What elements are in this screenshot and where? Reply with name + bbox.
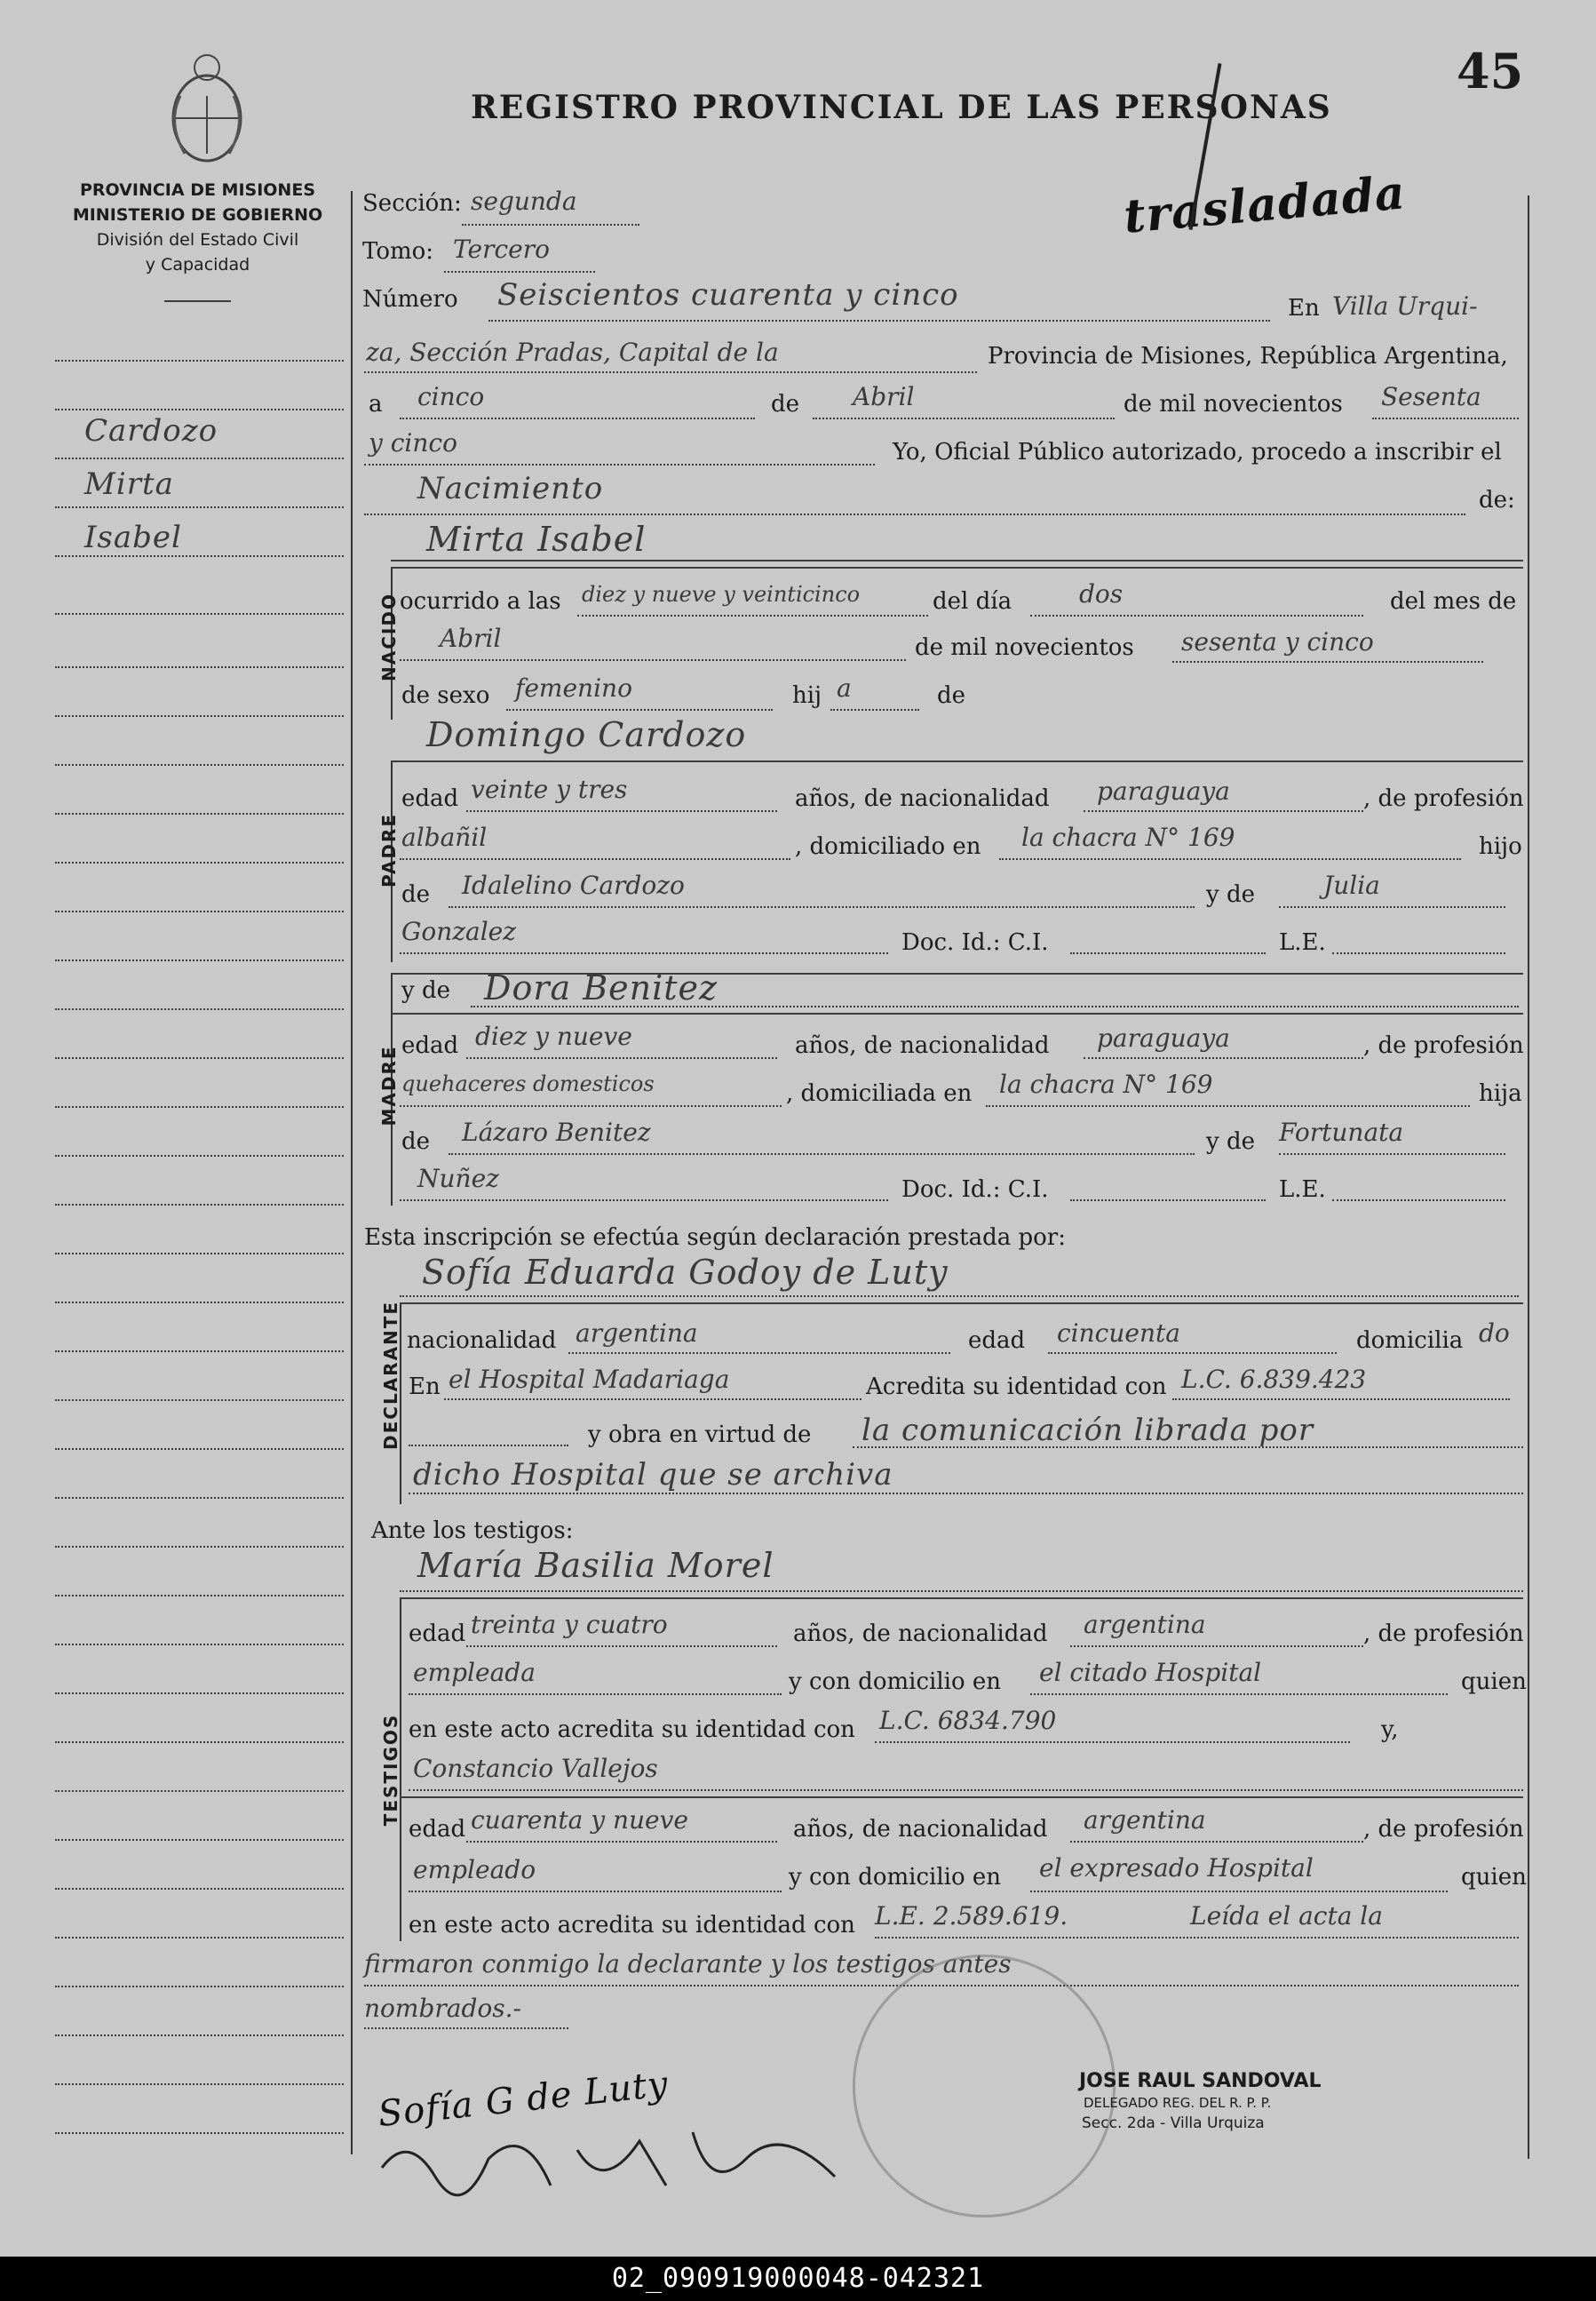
label-t1-quien: quien [1461, 1668, 1527, 1695]
label-madre-le: L.E. [1279, 1176, 1326, 1203]
footer-bar [0, 2257, 1596, 2301]
field-hora: diez y nueve y veinticinco [582, 582, 861, 607]
field-tomo: Tercero [453, 235, 550, 264]
label-padre-le: L.E. [1279, 929, 1326, 956]
field-seccion: segunda [471, 187, 577, 216]
label-domicilia: domicilia [1356, 1327, 1464, 1354]
label-del-mes: del mes de [1390, 588, 1517, 615]
field-acto: Nacimiento [417, 471, 604, 506]
label-decl-en: En [409, 1373, 441, 1400]
field-obra-1: la comunicación librada por [862, 1413, 1314, 1448]
field-madre: Dora Benitez [484, 968, 719, 1007]
label-a: a [369, 391, 383, 418]
field-t2-edad: cuarenta y nueve [471, 1805, 688, 1835]
ministry-name: MINISTERIO DE GOBIERNO [72, 205, 323, 225]
label-t2-acredita: en este acto acredita su identidad con [409, 1912, 855, 1939]
margin-given-name-1: Mirta [84, 466, 174, 502]
margin-given-name-2: Isabel [84, 520, 182, 555]
declarant-signature: Sofía G de Luty [376, 2063, 671, 2136]
divider [164, 300, 231, 302]
field-padre-edad: veinte y tres [471, 775, 628, 804]
label-de-colon: de: [1479, 487, 1515, 514]
label-decl-nac: nacionalidad [407, 1327, 557, 1354]
document-id: 02_090919000048-042321 [611, 2263, 985, 2294]
label-t2-quien: quien [1461, 1864, 1527, 1891]
label-padre-doc: Doc. Id.: C.I. [901, 929, 1049, 956]
field-madre-dom: la chacra N° 169 [999, 1070, 1213, 1099]
label-domiciliada: , domiciliada en [786, 1080, 973, 1107]
field-declarante: Sofía Eduarda Godoy de Luty [422, 1253, 949, 1292]
side-label-declarante: DECLARANTE [380, 1300, 401, 1450]
field-t1-nac: argentina [1084, 1610, 1206, 1639]
official-role: DELEGADO REG. DEL R. P. P. [1084, 2095, 1272, 2111]
label-ante-testigos: Ante los testigos: [371, 1517, 574, 1544]
field-decl-nac: argentina [576, 1318, 698, 1348]
label-y-obra: y obra en virtud de [588, 1421, 812, 1448]
field-decl-id: L.C. 6.839.423 [1181, 1365, 1367, 1394]
side-label-padre: PADRE [378, 813, 400, 888]
label-hijo: hijo [1479, 833, 1522, 860]
label-de-abuelo-m: de [401, 1128, 431, 1155]
field-cierre-1: Leída el acta la [1190, 1901, 1383, 1931]
field-decl-dom-1: do [1479, 1318, 1510, 1348]
label-seccion: Sección: [362, 190, 462, 217]
label-t2-prof: , de profesión [1363, 1816, 1524, 1843]
label-y-de-abuela: y de [1206, 881, 1255, 908]
label-t1-acredita: en este acto acredita su identidad con [409, 1716, 855, 1743]
label-provincia: Provincia de Misiones, República Argentina, [988, 343, 1508, 370]
field-t2-dom: el expresado Hospital [1039, 1853, 1314, 1883]
label-numero: Número [362, 286, 458, 313]
label-esta-inscripcion: Esta inscripción se efectúa según declaración prestada por: [364, 1224, 1066, 1251]
label-padre-prof: , de profesión [1363, 785, 1524, 812]
label-de-mil-nac: de mil novecientos [915, 634, 1134, 661]
division-line-2: y Capacidad [145, 255, 250, 275]
field-anio-1: Sesenta [1381, 382, 1481, 411]
label-padre-nac: años, de nacionalidad [795, 785, 1050, 812]
field-t2-nac: argentina [1084, 1805, 1206, 1835]
frame-line-right [1528, 195, 1529, 2159]
label-t2-dom: y con domicilio en [789, 1864, 1002, 1891]
field-dia: cinco [417, 382, 485, 411]
field-padre-dom: la chacra N° 169 [1021, 823, 1235, 852]
field-padre: Domingo Cardozo [426, 715, 747, 754]
label-hij: hij [792, 682, 822, 709]
division-line-1: División del Estado Civil [96, 230, 299, 250]
field-anio-2: y cinco [369, 428, 457, 458]
side-label-madre: MADRE [378, 1045, 400, 1127]
field-madre-padre: Lázaro Benitez [462, 1118, 651, 1147]
label-madre-prof: , de profesión [1363, 1032, 1524, 1059]
field-cierre-2: firmaron conmigo la declarante y los testigos antes [364, 1949, 1012, 1979]
label-t1-dom: y con domicilio en [789, 1668, 1002, 1695]
document-title: REGISTRO PROVINCIAL DE LAS PERSONAS [471, 89, 1332, 126]
field-nombre: Mirta Isabel [426, 520, 647, 559]
field-t1-dom: el citado Hospital [1039, 1658, 1262, 1687]
field-decl-dom-2: el Hospital Madariaga [449, 1365, 730, 1394]
field-t2-prof: empleado [413, 1855, 536, 1884]
field-padre-nac: paraguaya [1097, 776, 1230, 806]
label-t1-y: y, [1381, 1716, 1399, 1743]
field-mes-nac: Abril [440, 624, 502, 653]
label-hija: hija [1479, 1080, 1522, 1107]
field-en-2: za, Sección Pradas, Capital de la [366, 338, 779, 367]
official-section: Secc. 2da - Villa Urquiza [1082, 2114, 1265, 2132]
label-y-de-abuela-m: y de [1206, 1128, 1255, 1155]
label-madre-doc: Doc. Id.: C.I. [901, 1176, 1049, 1203]
field-madre-prof: quehaceres domesticos [401, 1071, 655, 1096]
field-t1-edad: treinta y cuatro [471, 1610, 668, 1639]
label-de-padre: de [937, 682, 966, 709]
label-ocurrido: ocurrido a las [400, 588, 561, 615]
label-y-de-madre: y de [401, 977, 450, 1004]
field-testigo-1: María Basilia Morel [417, 1546, 774, 1585]
label-t1-edad: edad [409, 1620, 466, 1647]
coat-of-arms-emblem [158, 43, 256, 176]
field-padre-madre-1: Julia [1323, 871, 1380, 900]
page-number: 45 [1457, 43, 1524, 100]
field-en-1: Villa Urqui- [1332, 291, 1478, 321]
label-padre-edad: edad [401, 785, 459, 812]
side-label-nacido: NACIDO [378, 593, 400, 681]
province-name: PROVINCIA DE MISIONES [79, 180, 316, 200]
field-cierre-3: nombrados.- [364, 1994, 521, 2023]
field-madre-nac: paraguaya [1097, 1023, 1230, 1053]
label-madre-nac: años, de nacionalidad [795, 1032, 1050, 1059]
field-t1-id: L.C. 6834.790 [879, 1706, 1057, 1735]
field-mes: Abril [853, 382, 915, 411]
field-hij-suffix: a [837, 673, 852, 703]
frame-line-left [351, 191, 353, 2154]
label-sexo: de sexo [401, 682, 490, 709]
field-madre-madre-2: Nuñez [417, 1164, 499, 1193]
field-sexo: femenino [515, 673, 632, 703]
label-de-mil: de mil novecientos [1124, 391, 1343, 418]
label-del-dia: del día [933, 588, 1012, 615]
field-madre-edad: diez y nueve [475, 1022, 632, 1051]
witness-signatures [373, 2097, 853, 2203]
field-testigo-2: Constancio Vallejos [413, 1754, 658, 1783]
label-yo-oficial: Yo, Oficial Público autorizado, procedo a inscribir el [893, 439, 1502, 466]
side-label-testigos: TESTIGOS [380, 1713, 401, 1827]
field-padre-padre: Idalelino Cardozo [462, 871, 685, 900]
field-madre-madre-1: Fortunata [1279, 1118, 1404, 1147]
label-acredita: Acredita su identidad con [866, 1373, 1167, 1400]
field-t2-id: L.E. 2.589.619. [875, 1901, 1068, 1931]
official-name: JOSE RAUL SANDOVAL [1079, 2070, 1322, 2092]
transfer-annotation: trasladada [1121, 165, 1408, 244]
field-numero: Seiscientos cuarenta y cinco [497, 277, 959, 313]
label-t2-nac: años, de nacionalidad [793, 1816, 1048, 1843]
label-de-mes: de [771, 391, 800, 418]
field-obra-2: dicho Hospital que se archiva [413, 1457, 893, 1493]
label-madre-edad: edad [401, 1032, 459, 1059]
field-padre-madre-2: Gonzalez [401, 917, 516, 946]
label-t1-prof: , de profesión [1363, 1620, 1524, 1647]
label-decl-edad: edad [968, 1327, 1026, 1354]
margin-surname: Cardozo [84, 413, 218, 449]
field-dia-nac: dos [1079, 579, 1124, 609]
field-decl-edad: cincuenta [1057, 1318, 1180, 1348]
field-padre-prof: albañil [401, 823, 488, 852]
field-t1-prof: empleada [413, 1658, 536, 1687]
field-anio-nac: sesenta y cinco [1181, 627, 1374, 657]
label-en: En [1288, 295, 1320, 322]
label-tomo: Tomo: [362, 238, 434, 265]
label-de-abuelo: de [401, 881, 431, 908]
label-t2-edad: edad [409, 1816, 466, 1843]
official-seal-stamp [853, 1955, 1116, 2217]
label-t1-nac: años, de nacionalidad [793, 1620, 1048, 1647]
label-domiciliado: , domiciliado en [795, 833, 981, 860]
